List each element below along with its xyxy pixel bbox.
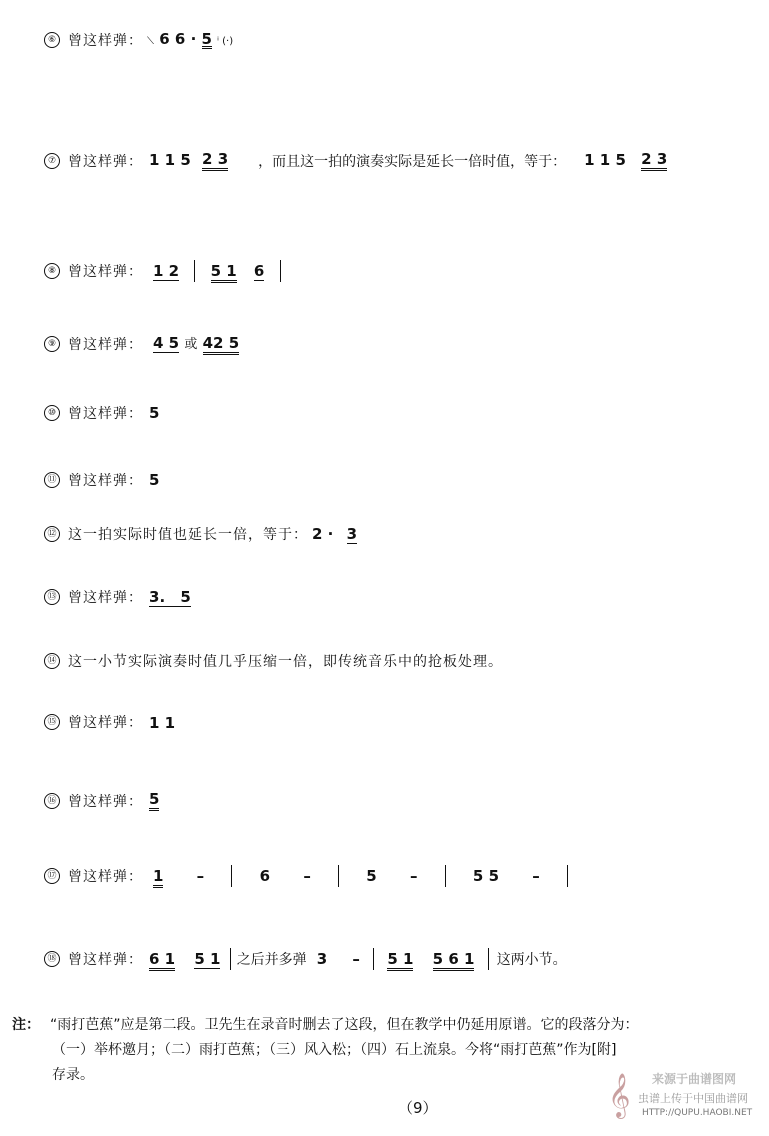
item-number: ⑥ [44, 32, 60, 48]
note: 5 [210, 261, 222, 280]
note: 5 [472, 867, 484, 885]
item-number: ⑧ [44, 263, 60, 279]
note: 5 [488, 867, 500, 885]
note-group [202, 150, 228, 171]
note-group [153, 334, 179, 353]
item-number: ⑱ [44, 951, 60, 967]
item-9 [44, 333, 239, 355]
note-group [153, 262, 179, 281]
note: 1 [153, 867, 163, 888]
note-group: 3. 5 [149, 587, 191, 606]
note: 1 [149, 150, 160, 169]
note-group [387, 950, 413, 971]
item-number: ⑭ [44, 653, 60, 669]
text-after: 之后并多弹 [236, 952, 307, 969]
footnote-text: “雨打芭蕉”应是第二段。卫先生在录音时删去了这段，但在教学中仍延用原谱。它的段落分为： [50, 1017, 639, 1033]
note: 2 [168, 261, 180, 280]
note: 5 [149, 790, 159, 811]
note: 6 [159, 30, 170, 48]
note: 1 [226, 261, 237, 280]
note: 3 [656, 150, 668, 168]
treble-clef-icon: 𝄞 [608, 1073, 631, 1117]
item-number: ⑪ [44, 472, 60, 488]
item-label: 曾这样弹： [68, 590, 143, 606]
dash: – [196, 866, 205, 885]
note: 1 [153, 261, 164, 280]
notation-15 [149, 713, 175, 731]
note: 5 [366, 866, 377, 885]
item-12 [44, 524, 357, 544]
note: 1 [164, 949, 176, 968]
notation-7-equivalent [584, 150, 667, 171]
notation-13 [149, 588, 191, 607]
item-label: 曾这样弹： [68, 952, 143, 969]
item-16 [44, 790, 159, 811]
note: 5 [387, 949, 398, 968]
item-number: ⑫ [44, 526, 60, 542]
note-group [203, 334, 240, 355]
ornament-mark: ⟍ [147, 36, 154, 47]
note: 4 [153, 334, 164, 352]
note: 3 [217, 150, 229, 168]
notation-10 [149, 404, 159, 422]
note: 1 [149, 713, 160, 732]
note-group [194, 950, 220, 969]
note: 6 [253, 261, 265, 280]
barline [445, 865, 446, 887]
note-group [211, 262, 237, 283]
barline [373, 948, 374, 970]
footnote-line-3: 存录。 [52, 1067, 94, 1083]
item-18 [44, 948, 567, 971]
notation-18 [149, 948, 235, 971]
item-6 [44, 30, 233, 50]
note: 5 [149, 471, 160, 489]
notation-8 [153, 260, 291, 283]
watermark-line-2: 虫谱上传于中国曲谱网 [638, 1092, 748, 1105]
note: 6 [448, 949, 459, 968]
item-11 [44, 470, 159, 490]
footnote-line-2: （一）举杯邀月；（二）雨打芭蕉；（三）风入松；（四）石上流泉。今将“雨打芭蕉”作为[附] [52, 1042, 617, 1058]
item-number: ⑮ [44, 714, 60, 730]
note: 6 [259, 866, 271, 885]
chord-stack [149, 150, 191, 169]
barline [338, 865, 339, 887]
note: 2 [641, 150, 652, 168]
note: 2 [213, 334, 224, 352]
barline [231, 865, 232, 887]
item-label: 曾这样弹： [68, 153, 143, 170]
note: 1 [210, 949, 221, 968]
dash: – [532, 866, 540, 885]
item-number: ⑬ [44, 589, 60, 605]
note-group [149, 950, 175, 971]
note: 5 [615, 150, 626, 169]
item-7 [44, 150, 667, 171]
explanation-text: ，而且这一拍的演奏实际是延长一倍时值，等于： [258, 153, 567, 170]
item-number: ⑯ [44, 793, 60, 809]
barline [280, 260, 281, 282]
note: 2 [312, 524, 323, 543]
item-label: 这一拍实际时值也延长一倍，等于： [68, 527, 308, 543]
note: 5 [180, 150, 191, 169]
item-number: ⑦ [44, 153, 60, 169]
note: 1 [164, 713, 176, 732]
watermark-line-3: HTTP://QUPU.HAOBI.NET [642, 1108, 753, 1118]
note: 3 [316, 949, 328, 968]
text-two-bars: 这两小节。 [496, 952, 567, 969]
item-15 [44, 712, 175, 732]
notation-12: 2 · 3 [312, 524, 358, 543]
or-text: 或 [184, 337, 198, 352]
notation-17 [153, 865, 590, 888]
note: 5 [168, 334, 180, 352]
notation-16 [149, 790, 159, 811]
item-14 [44, 651, 503, 671]
item-17 [44, 865, 590, 888]
note: 5 [432, 949, 444, 968]
note: 1 [464, 949, 475, 968]
note: 1 [403, 949, 414, 968]
note: 1 [584, 150, 595, 169]
notation-6 [147, 31, 233, 49]
watermark-line-1: 来源于曲谱图网 [652, 1072, 737, 1086]
item-13 [44, 587, 191, 607]
notation-11 [149, 471, 159, 489]
item-10 [44, 403, 159, 423]
note: 5 [180, 587, 191, 606]
note: 5 [149, 404, 160, 422]
note: 5 [201, 30, 212, 48]
notation-7 [149, 150, 228, 171]
footnote-line-1 [12, 1013, 752, 1038]
dash: – [409, 866, 418, 885]
item-label: 曾这样弹： [68, 337, 143, 353]
note: 1 [164, 150, 176, 169]
page-number: （9） [398, 1099, 438, 1117]
chord-stack [147, 32, 233, 49]
barline [194, 260, 195, 282]
notation-9 [153, 333, 239, 355]
barline [230, 948, 231, 970]
note: 1 [599, 150, 611, 169]
chord-stack [473, 869, 499, 883]
item-8 [44, 260, 291, 283]
footnote-prefix: 注： [12, 1017, 40, 1033]
note: 6 [149, 949, 160, 968]
fingering-mark: ⁱ (·) [217, 36, 234, 47]
note: 6 [174, 30, 186, 48]
item-label: 曾这样弹： [68, 793, 143, 810]
item-number: ⑰ [44, 868, 60, 884]
note: 5 [194, 949, 205, 968]
note-group [433, 950, 475, 971]
note: 2 [202, 150, 213, 168]
dash: – [352, 949, 360, 968]
item-number: ⑨ [44, 336, 60, 352]
item-label: 曾这样弹： [68, 406, 143, 422]
note-group: 6 · 5 [174, 30, 212, 48]
note-group [641, 150, 667, 171]
item-label: 曾这样弹： [68, 33, 143, 49]
item-number: ⑩ [44, 405, 60, 421]
item-label: 这一小节实际演奏时值几乎压缩一倍，即传统音乐中的抢板处理。 [68, 654, 503, 670]
barline [488, 948, 489, 970]
item-label: 曾这样弹： [68, 869, 143, 886]
item-label: 曾这样弹： [68, 473, 143, 489]
item-label: 曾这样弹： [68, 715, 143, 731]
note: 3 [346, 524, 358, 543]
dash: – [303, 866, 311, 885]
note: 5 [228, 334, 240, 352]
notation-18-extra [317, 948, 497, 971]
chord-stack [584, 150, 626, 169]
watermark [600, 1068, 765, 1128]
item-label: 曾这样弹： [68, 264, 143, 281]
barline [567, 865, 568, 887]
chord-stack [149, 713, 176, 732]
note: 3 [149, 587, 160, 606]
note: 4 [202, 334, 214, 352]
